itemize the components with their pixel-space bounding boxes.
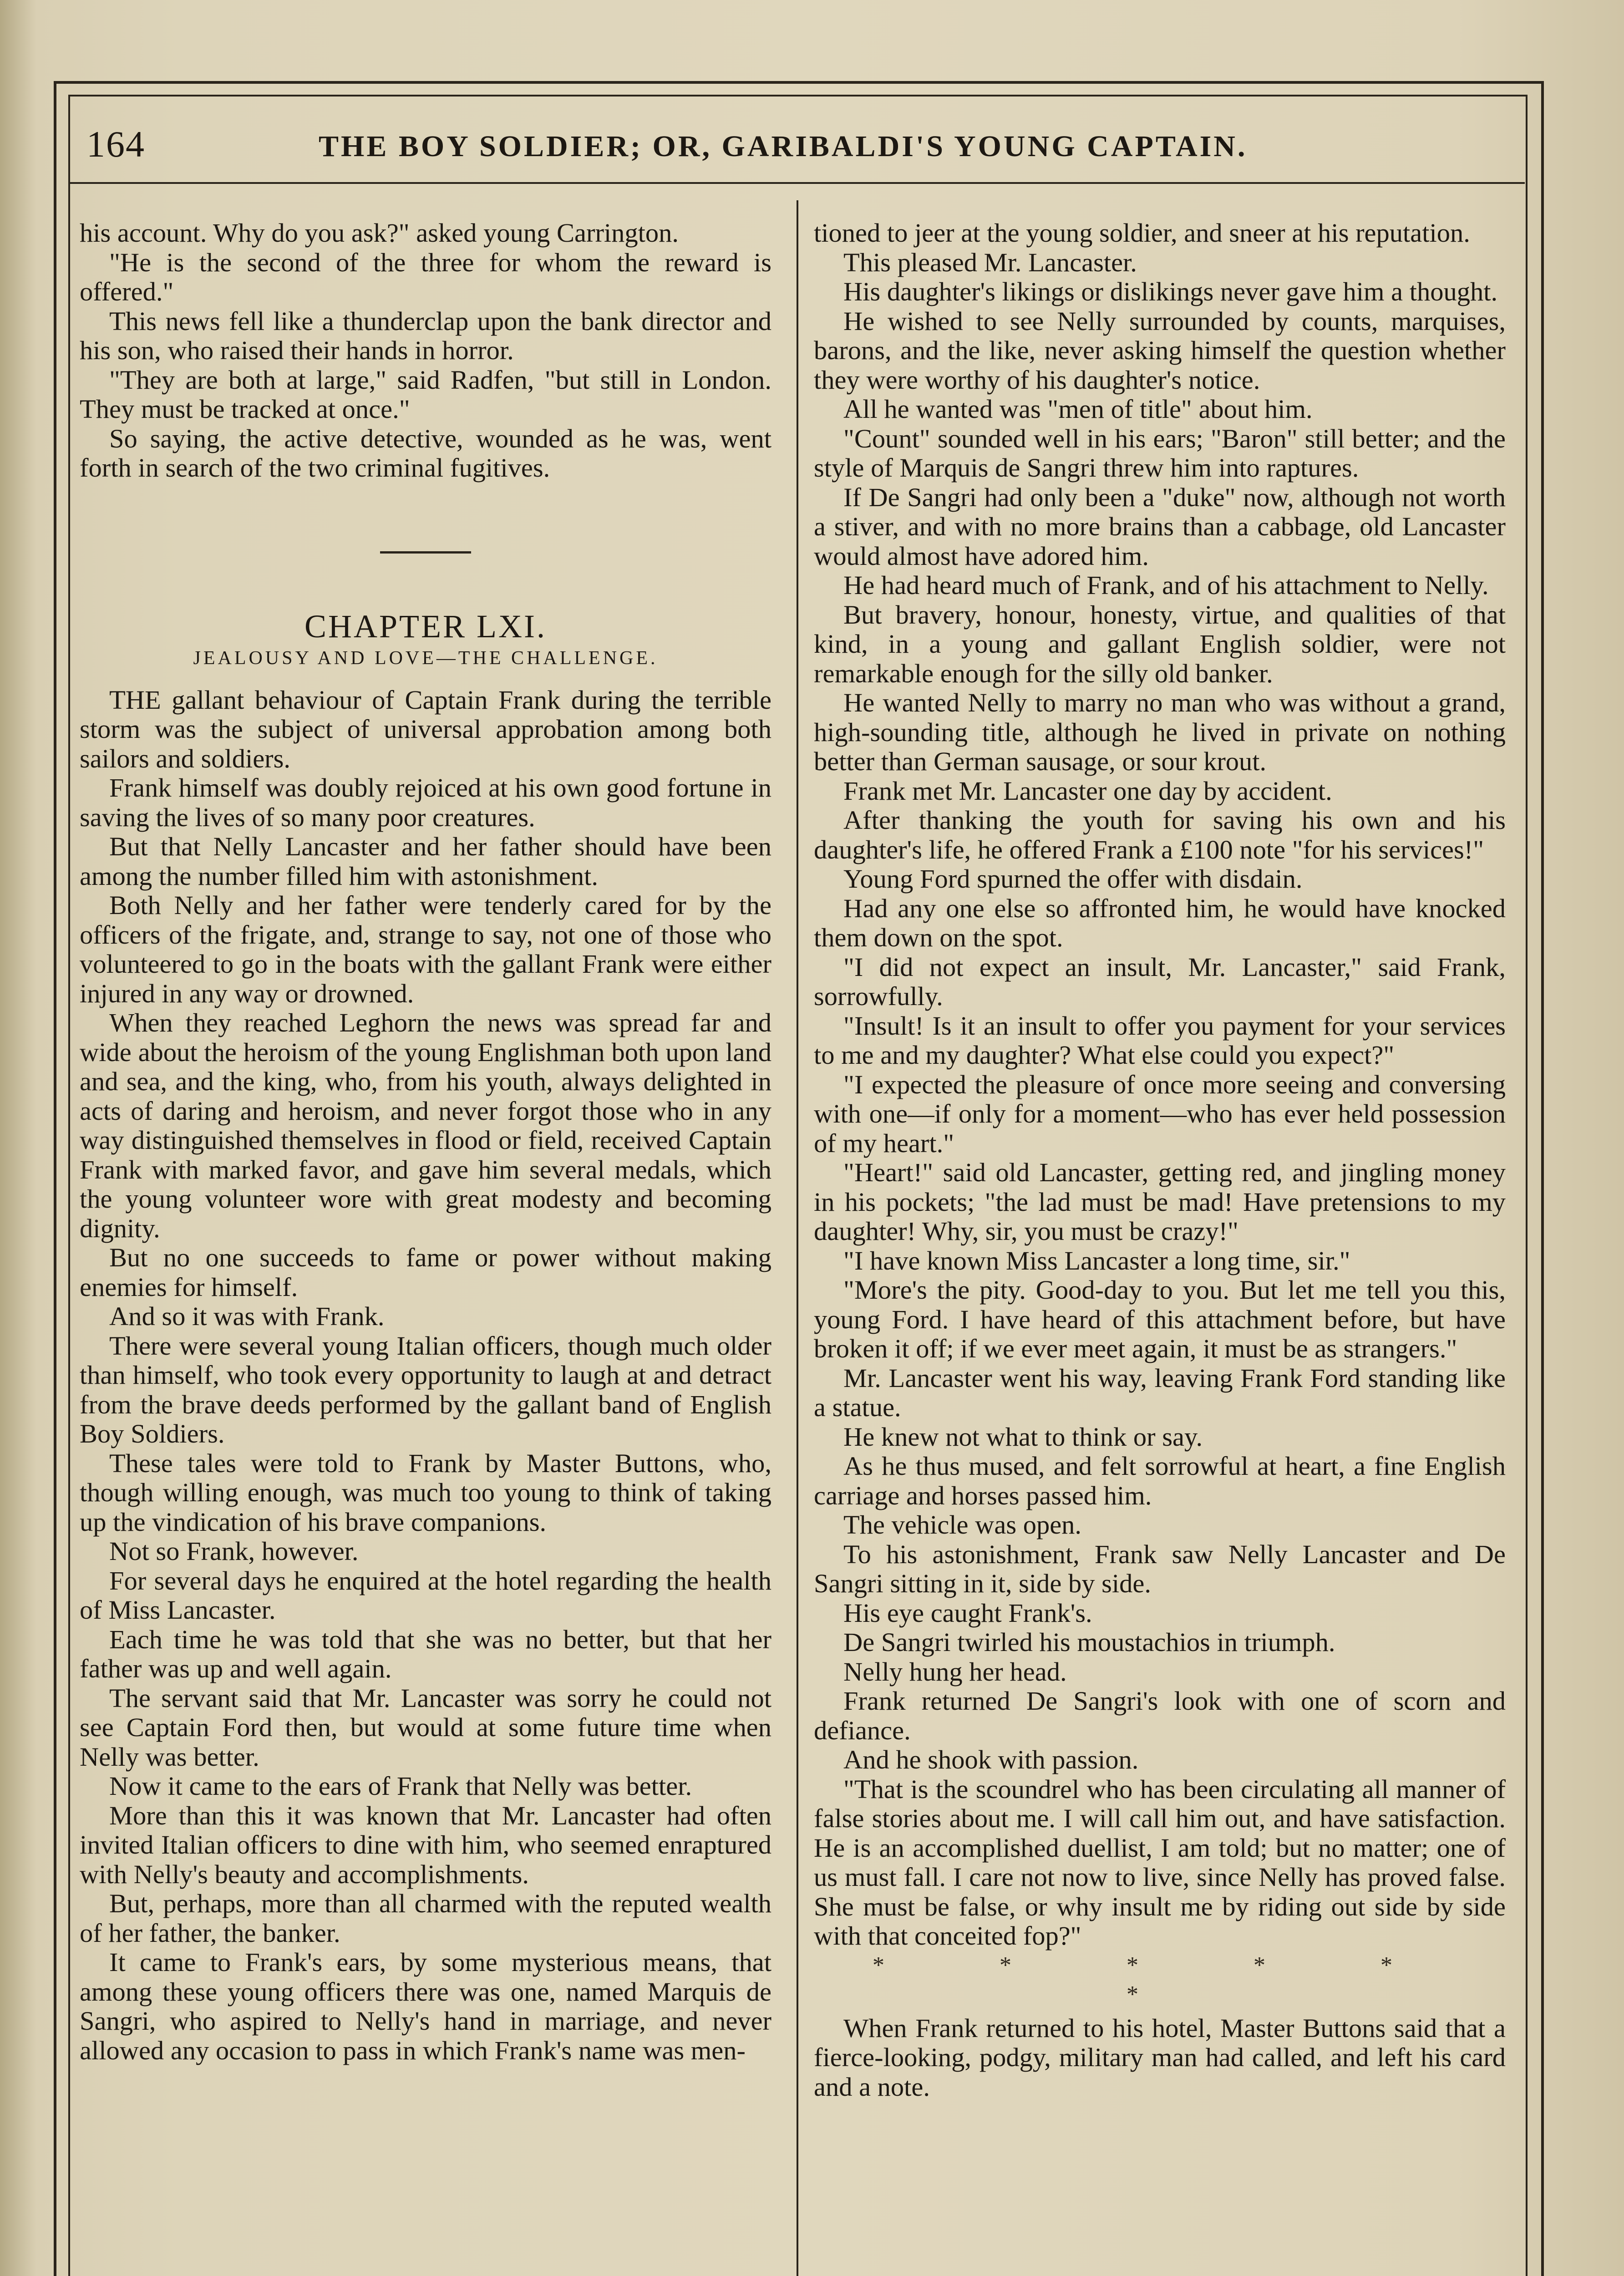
paragraph: But bravery, honour, honesty, virtue, and qualities of that kind, in a young and gallant English soldier, were not remarkable enough for the silly old banker.	[814, 599, 1506, 688]
paragraph: his account. Why do you ask?" asked young Carrington.	[80, 218, 679, 248]
paragraph: Each time he was told that she was no better, but that her father was up and well again.	[80, 1624, 771, 1683]
section-divider	[380, 551, 471, 554]
paragraph: "Insult! Is it an insult to offer you payment for your services to me and my daughter? What else could you expect?"	[814, 1011, 1506, 1070]
paragraph: tioned to jeer at the young soldier, and sneer at his reputation.	[814, 218, 1470, 248]
paragraph: As he thus mused, and felt sorrowful at heart, a fine English carriage and horses passed him.	[814, 1451, 1506, 1510]
paragraph: Nelly hung her head.	[843, 1656, 1067, 1687]
paragraph: For several days he enquired at the hotel regarding the health of Miss Lancaster.	[80, 1565, 771, 1625]
paragraph: His daughter's likings or dislikings never gave him a thought.	[843, 277, 1498, 306]
paragraph: "They are both at large," said Radfen, "but still in London. They must be tracked at once."	[80, 365, 771, 424]
paragraph: Mr. Lancaster went his way, leaving Frank Ford standing like a statue.	[814, 1363, 1506, 1422]
page-header	[86, 123, 1520, 178]
paragraph: "I expected the pleasure of once more seeing and conversing with one—if only for a moment—who has ever held possession of my heart."	[814, 1069, 1506, 1158]
paragraph: This news fell like a thunderclap upon the bank director and his son, who raised their hands in horror.	[80, 306, 771, 365]
paragraph: The vehicle was open.	[843, 1510, 1082, 1539]
paragraph: "Heart!" said old Lancaster, getting red, and jingling money in his pockets; "the lad must be mad! Have pretensions to my daughter! Why, sir, you must be crazy!"	[814, 1158, 1506, 1246]
paragraph: These tales were told to Frank by Master Buttons, who, though willing enough, was much too young to think of taking up the vindication of his brave companions.	[80, 1448, 771, 1537]
paragraph: He had heard much of Frank, and of his attachment to Nelly.	[843, 570, 1489, 600]
paragraph: Had any one else so affronted him, he would have knocked them down on the spot.	[814, 893, 1506, 952]
pre-chapter-text	[80, 218, 771, 483]
paragraph: "More's the pity. Good-day to you. But let me tell you this, young Ford. I have heard of this attachment before, but have broken it off; if we ever meet again, it must be as strangers."	[814, 1275, 1506, 1363]
page-number: 164	[86, 123, 145, 165]
chapter-title: CHAPTER LXI.	[304, 608, 547, 645]
paragraph: More than this it was known that Mr. Lancaster had often invited Italian officers to dine with him, who seemed enraptured with Nelly's beauty and accomplishments.	[80, 1800, 771, 1889]
paragraph: When they reached Leghorn the news was spread far and wide about the heroism of the young Englishman both upon land and sea, and the king, who, from his youth, always delighted in acts of daring and heroism, and never forgot those who in any way distinguished themselves in flood or field, received Captain Frank with marked favor, and gave him several medals, which the young volunteer wore with great modesty and becoming dignity.	[80, 1008, 771, 1243]
paragraph: And so it was with Frank.	[109, 1301, 385, 1331]
right-column	[814, 218, 1506, 2102]
paragraph: "I have known Miss Lancaster a long time, sir."	[843, 1245, 1350, 1275]
paragraph: And he shook with passion.	[843, 1745, 1139, 1774]
paragraph: This pleased Mr. Lancaster.	[843, 247, 1137, 277]
paragraph: "That is the scoundrel who has been circulating all manner of false stories about me. I will call him out, and have satisfaction. He is an accomplished duellist, I am told; but no matter; one of us must fall. I care not now to live, since Nelly has proved false. She must be false, or why insult me by riding out side by side with that conceited fop?"	[814, 1774, 1506, 1951]
paragraph: Frank returned De Sangri's look with one of scorn and defiance.	[814, 1686, 1506, 1745]
paragraph: Frank himself was doubly rejoiced at his own good fortune in saving the lives of so many poor creatures.	[80, 773, 771, 832]
paragraph: His eye caught Frank's.	[843, 1598, 1092, 1628]
column-divider	[797, 200, 798, 2276]
paragraph: Now it came to the ears of Frank that Nelly was better.	[109, 1771, 692, 1801]
paragraph: But that Nelly Lancaster and her father should have been among the number filled him with astonishment.	[80, 832, 771, 891]
chapter-subtitle: JEALOUSY AND LOVE—THE CHALLENGE.	[193, 647, 658, 669]
paragraph: He wished to see Nelly surrounded by counts, marquises, barons, and the like, never asking himself the question whether they were worthy of his daughter's notice.	[814, 306, 1506, 395]
paragraph: It came to Frank's ears, by some mysterious means, that among these young officers there was one, named Marquis de Sangri, who aspired to Nelly's hand in marriage, and never allowed any occasion to pass in which Frank's name was men-	[80, 1947, 771, 2065]
paragraph: THE gallant behaviour of Captain Frank during the terrible storm was the subject of universal approbation among both sailors and soldiers.	[80, 685, 771, 773]
paragraph: "Count" sounded well in his ears; "Baron" still better; and the style of Marquis de Sangri threw him into raptures.	[814, 423, 1506, 483]
paragraph: "He is the second of the three for whom the reward is offered."	[80, 247, 771, 306]
paragraph: All he wanted was "men of title" about him.	[843, 394, 1313, 424]
paragraph: Both Nelly and her father were tenderly cared for by the officers of the frigate, and, strange to say, not one of those who volunteered to go in the boats with the gallant Frank were either injured in any way or drowned.	[80, 890, 771, 1008]
paragraph: The servant said that Mr. Lancaster was sorry he could not see Captain Ford then, but would at some future time when Nelly was better.	[80, 1683, 771, 1772]
paragraph: After thanking the youth for saving his own and his daughter's life, he offered Frank a £100 note "for his services!"	[814, 805, 1506, 864]
paragraph: When Frank returned to his hotel, Master Buttons said that a fierce-looking, podgy, military man had called, and left his card and a note.	[814, 2013, 1506, 2102]
paragraph: Frank met Mr. Lancaster one day by accident.	[843, 776, 1332, 806]
paragraph: Young Ford spurned the offer with disdain.	[843, 864, 1303, 894]
running-title: THE BOY SOLDIER; OR, GARIBALDI'S YOUNG CAPTAIN.	[319, 130, 1248, 163]
paragraph: "I did not expect an insult, Mr. Lancaster," said Frank, sorrowfully.	[814, 952, 1506, 1011]
chapter-body	[80, 686, 771, 2066]
paragraph: If De Sangri had only been a "duke" now, although not worth a stiver, and with no more brains than a cabbage, old Lancaster would almost have adored him.	[814, 482, 1506, 571]
paragraph: But no one succeeds to fame or power without making enemies for himself.	[80, 1243, 771, 1302]
header-rule	[68, 182, 1525, 184]
paragraph: He knew not what to think or say.	[843, 1422, 1203, 1452]
paragraph: To his astonishment, Frank saw Nelly Lancaster and De Sangri sitting in it, side by side.	[814, 1539, 1506, 1598]
paragraph: But, perhaps, more than all charmed with the reputed wealth of her father, the banker.	[80, 1889, 771, 1948]
paragraph: So saying, the active detective, wounded as he was, went forth in search of the two criminal fugitives.	[80, 423, 771, 483]
left-column	[80, 218, 771, 2065]
paragraph: De Sangri twirled his moustachios in triumph.	[843, 1627, 1335, 1657]
paragraph: He wanted Nelly to marry no man who was without a grand, high-sounding title, although he lived in private on nothing better than German sausage, or sour krout.	[814, 688, 1506, 776]
scene-break: * * * * * *	[873, 1952, 1447, 2007]
paragraph: Not so Frank, however.	[109, 1536, 359, 1566]
paragraph: There were several young Italian officers, though much older than himself, who took every opportunity to laugh at and detract from the brave deeds performed by the gallant band of English Boy Soldiers.	[80, 1331, 771, 1448]
